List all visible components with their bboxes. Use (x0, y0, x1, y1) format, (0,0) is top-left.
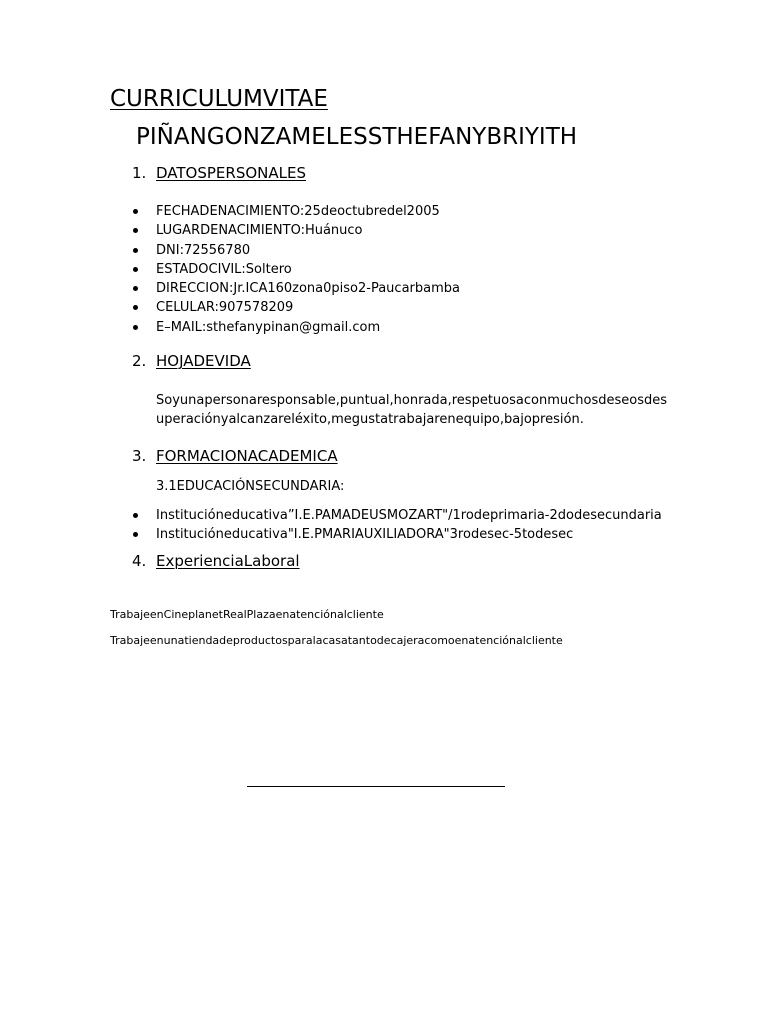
document-title: CURRICULUMVITAE (110, 86, 328, 112)
list-item-text: LUGARDENACIMIENTO:Huánuco (156, 223, 363, 239)
section-title: ExperienciaLaboral (156, 552, 300, 570)
bullet-icon (133, 267, 138, 272)
bullet-icon (133, 286, 138, 291)
bullet-icon (133, 305, 138, 310)
experience-item: Trabajeenunatiendadeproductosparalacasatantodecajeracomoenatenciónalcliente (110, 634, 563, 647)
signature-line (247, 786, 505, 787)
bullet-icon (133, 513, 138, 518)
experience-item: TrabajeenCineplanetRealPlazaenatenciónalcliente (110, 608, 384, 621)
list-item (132, 221, 460, 240)
section-number: 4. (132, 552, 147, 570)
list-item (132, 279, 460, 298)
person-name: PIÑANGONZAMELESSTHEFANYBRIYITH (136, 124, 578, 150)
list-item-text: Instituciónеducativa"I.E.PMARIAUXILIADORA"3rodesec-5todesec (156, 527, 574, 543)
education-subheading: 3.1EDUCACIÓNSECUNDARIA: (156, 479, 345, 494)
list-item (132, 506, 662, 525)
list-item-text: E–MAIL:sthefanypinan@gmail.com (156, 319, 381, 335)
list-item (132, 202, 460, 221)
bullet-icon (133, 325, 138, 330)
section-title: HOJADEVIDA (156, 352, 251, 370)
list-item (132, 525, 662, 544)
section-heading-personal-data (132, 164, 306, 182)
list-item (132, 298, 460, 317)
personal-data-list (132, 202, 460, 337)
bullet-icon (133, 248, 138, 253)
section-heading-profile (132, 352, 251, 370)
profile-line: uperaciónyalcanzareléxito,megustatrabajarenequipo,bajopresión. (156, 412, 584, 427)
section-heading-experience (132, 552, 300, 570)
bullet-icon (133, 228, 138, 233)
list-item (132, 260, 460, 279)
profile-line: Soyunapersonaresponsable,puntual,honrada,respetuosaconmuchosdeseosdes (156, 393, 667, 408)
bullet-icon (133, 532, 138, 537)
list-item (132, 241, 460, 260)
list-item-text: FECHADENACIMIENTO:25deoctubredel2005 (156, 204, 440, 219)
section-number: 3. (132, 447, 147, 465)
section-number: 1. (132, 164, 147, 182)
list-item-text: ESTADOCIVIL:Soltero (156, 261, 292, 277)
list-item-text: DIRECCION:Jr.ICA160zona0piso2-Paucarbamba (156, 281, 460, 297)
bullet-icon (133, 209, 138, 214)
section-title: DATOSPERSONALES (156, 164, 306, 182)
list-item-text: Instituciónеducativa”I.E.PAMADEUSMOZART"/1rodeprimaria-2dodesecundaria (156, 508, 662, 523)
profile-paragraph (156, 391, 676, 429)
education-list (132, 506, 662, 545)
section-heading-education (132, 447, 338, 465)
list-item-text: CELULAR:907578209 (156, 300, 294, 316)
list-item (132, 318, 460, 337)
list-item-text: DNI:72556780 (156, 242, 251, 258)
section-title: FORMACIONACADEMICA (156, 447, 338, 465)
section-number: 2. (132, 352, 147, 370)
